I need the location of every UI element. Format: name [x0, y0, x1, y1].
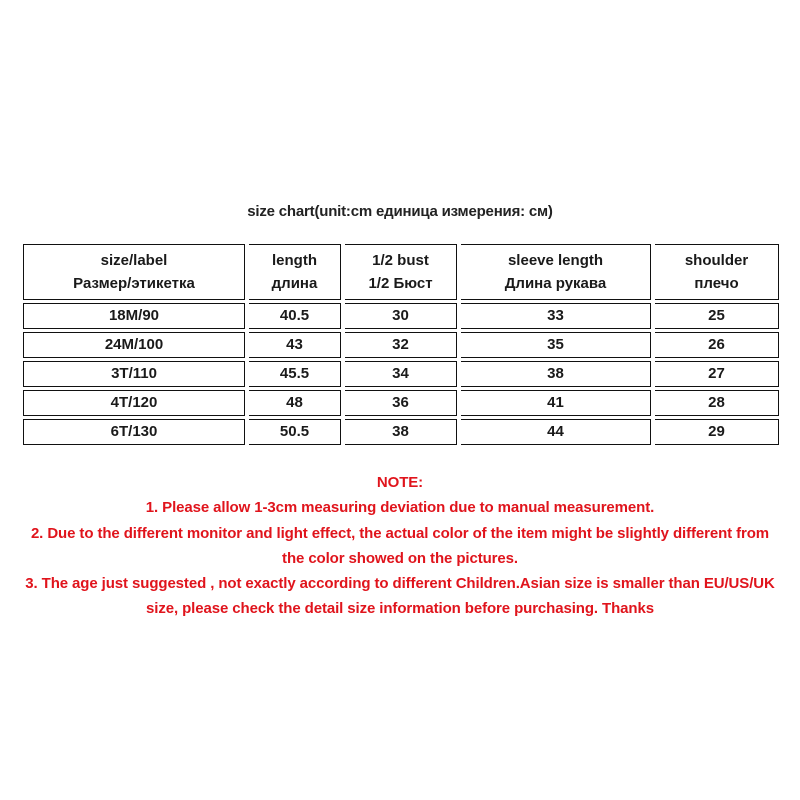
column-header-ru: 1/2 Бюст — [368, 275, 433, 292]
column-header-ru: Размер/этикетка — [73, 275, 195, 292]
note-line-1: 1. Please allow 1-3cm measuring deviation due to manual measurement. — [145, 499, 655, 516]
note-line-2a: 2. Due to the different monitor and light effect, the actual color of the item might be slightly different from — [30, 525, 770, 542]
table-cell: 44 — [461, 419, 651, 445]
table-cell: 41 — [461, 390, 651, 416]
column-header-en: shoulder — [684, 252, 749, 269]
table-row — [23, 361, 779, 387]
column-header-en: sleeve length — [507, 252, 604, 269]
table-cell: 50.5 — [249, 419, 341, 445]
column-header-ru: Длина рукава — [504, 275, 607, 292]
column-header — [345, 244, 457, 300]
table-row — [23, 390, 779, 416]
table-cell: 43 — [249, 332, 341, 358]
table-cell: 30 — [345, 303, 457, 329]
table-cell: 25 — [655, 303, 779, 329]
size-table — [23, 241, 779, 448]
table-cell: 38 — [461, 361, 651, 387]
table-cell: 36 — [345, 390, 457, 416]
table-cell: 45.5 — [249, 361, 341, 387]
chart-title: size chart(unit:cm единица измерения: см) — [247, 203, 553, 220]
table-cell: 4T/120 — [23, 390, 245, 416]
column-header-en: 1/2 bust — [372, 252, 429, 269]
note-line-3b: size, please check the detail size information before purchasing. Thanks — [146, 600, 654, 617]
table-cell: 26 — [655, 332, 779, 358]
table-cell: 35 — [461, 332, 651, 358]
table-cell: 33 — [461, 303, 651, 329]
note-line-3a: 3. The age just suggested , not exactly according to different Children.Asian size is smaller than EU/US/UK — [25, 575, 775, 592]
table-row — [23, 303, 779, 329]
table-cell: 18M/90 — [23, 303, 245, 329]
column-header-en: length — [272, 252, 317, 269]
table-cell: 27 — [655, 361, 779, 387]
table-cell: 28 — [655, 390, 779, 416]
table-cell: 32 — [345, 332, 457, 358]
table-row — [23, 419, 779, 445]
table-cell: 38 — [345, 419, 457, 445]
column-header-ru: длина — [271, 275, 318, 292]
table-header-row — [23, 244, 779, 300]
table-cell: 48 — [249, 390, 341, 416]
column-header — [23, 244, 245, 300]
column-header-ru: плечо — [694, 275, 739, 292]
table-cell: 29 — [655, 419, 779, 445]
table-cell: 34 — [345, 361, 457, 387]
column-header — [461, 244, 651, 300]
table-cell: 40.5 — [249, 303, 341, 329]
table-cell: 3T/110 — [23, 361, 245, 387]
column-header — [655, 244, 779, 300]
note-heading: NOTE: — [376, 474, 424, 491]
column-header — [249, 244, 341, 300]
note-line-2b: the color showed on the pictures. — [282, 550, 518, 567]
table-cell: 24M/100 — [23, 332, 245, 358]
column-header-en: size/label — [100, 252, 168, 269]
table-cell: 6T/130 — [23, 419, 245, 445]
table-row — [23, 332, 779, 358]
